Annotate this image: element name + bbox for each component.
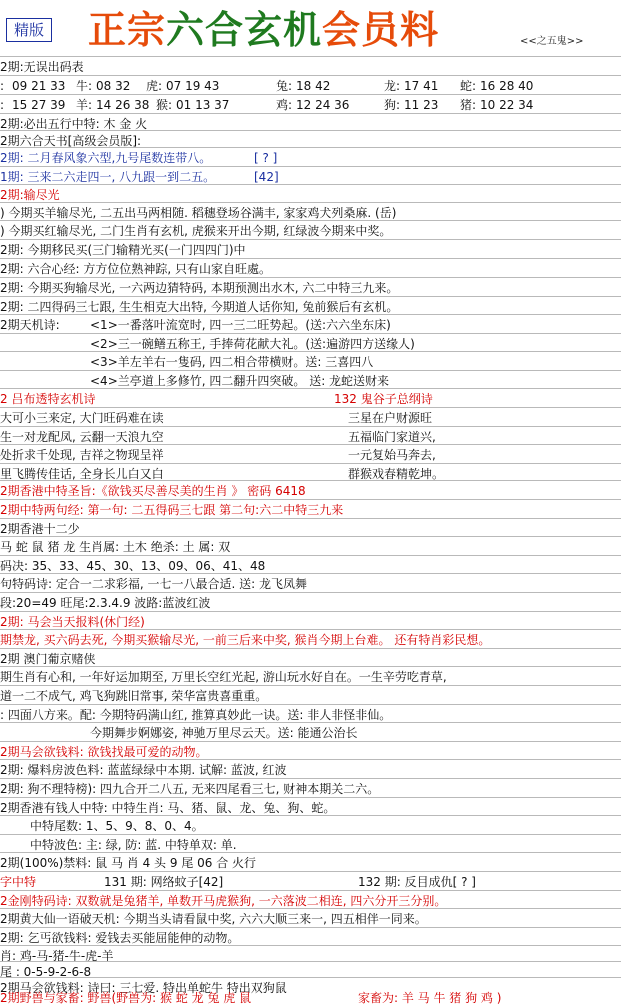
row-text: 三星在户财源旺	[348, 411, 433, 425]
text-row	[0, 630, 621, 650]
row-text: 期禁龙, 买六码去死, 今期买猴输尽光, 一前三后来中奖, 猴肖今期上台难。 还有特肖彩民想。	[0, 633, 491, 647]
text-row	[0, 221, 621, 241]
row-text: 蛇:	[460, 79, 477, 93]
row-text: <1>一番落叶流宽时, 四一三二旺势起。(送:六六坐东床)	[90, 318, 391, 332]
row-text: [42]	[254, 170, 279, 184]
row-text: 14 26 38	[96, 98, 150, 112]
row-text: [ ? ]	[254, 151, 278, 165]
row-text: 10 22 34	[480, 98, 534, 112]
row-text: 2期 澳门葡京赌侠	[0, 652, 96, 666]
row-text: 2期: 二月春风象六型,九号尾数连带八。	[0, 151, 212, 165]
text-row	[0, 667, 621, 687]
row-text: 18 42	[296, 79, 331, 93]
row-text: 马 蛇 鼠 猪 龙 生肖属: 土木 绝杀: 土 属: 双	[0, 540, 231, 554]
row-text: 尾 : 0-5-9-2-6-8	[0, 965, 92, 979]
row-text: :	[0, 79, 5, 93]
text-row	[0, 853, 621, 873]
text-row	[0, 816, 621, 836]
row-text: 羊:	[76, 98, 93, 112]
row-text: 2期:必出五行中特: 木 金 火	[0, 117, 148, 131]
text-row	[0, 481, 621, 501]
footer-left: 2期野兽与家畜: 野兽(野兽为: 猴 蛇 龙 兔 虎 鼠	[0, 991, 252, 1005]
row-text: 2期马会欲钱料: 欲钱找最可爱的动物。	[0, 745, 208, 759]
title-part: 玄机	[244, 7, 323, 52]
row-text: 2 吕布透特玄机诗	[0, 392, 96, 406]
row-text: 17 41	[404, 79, 439, 93]
row-text: 兔:	[276, 79, 293, 93]
row-text: <3>羊左羊右一隻码, 四二相合带横财。送: 三喜四八	[90, 355, 374, 369]
row-text: 牛:	[76, 79, 93, 93]
row-text: <4>兰亭道上多修竹, 四二翻升四突破。 送: 龙蛇送财来	[90, 374, 390, 388]
row-text: 2期(100%)禁料: 鼠 马 肖 4 头 9 尾 06 合 火行	[0, 856, 257, 870]
row-text: 猪:	[460, 98, 477, 112]
row-text: 今期舞步婀娜姿, 神驰万里尽云天。送: 能通公治长	[90, 726, 358, 740]
text-row	[0, 500, 621, 520]
title-part: 会员	[322, 7, 401, 52]
page-title	[88, 2, 439, 58]
row-text: 狗:	[384, 98, 401, 112]
row-text: 2期: 今期买狗输尽光, 一六两边猜特码, 本期预测出水木, 六二中特三九来。	[0, 281, 399, 295]
row-text: 16 28 40	[480, 79, 534, 93]
text-row	[0, 909, 621, 929]
row-text: 01 13 37	[176, 98, 230, 112]
row-text: 字中特	[0, 875, 37, 889]
row-text: 2期: 爆料房波色料: 蓝蓝绿绿中本期. 试解: 蓝波, 红波	[0, 763, 287, 777]
row-text: :	[0, 98, 5, 112]
text-row	[0, 240, 621, 260]
row-text: 生一对龙配凤, 云翻一天浪九空	[0, 430, 164, 444]
version-badge: 精版	[6, 18, 52, 42]
text-row	[0, 278, 621, 298]
row-text: 处折求千处现, 吉祥之物现呈祥	[0, 448, 164, 462]
row-text: 15 27 39	[12, 98, 66, 112]
text-row	[0, 352, 621, 372]
row-text: 群猴戏春精乾坤。	[348, 467, 445, 481]
row-text: 龙:	[384, 79, 401, 93]
row-text: 大可小三来定, 大门旺码难在读	[0, 411, 164, 425]
text-row	[0, 389, 621, 409]
text-row	[0, 686, 621, 706]
row-text: 2期: 二四得码三七跟, 生生相克大出特, 今期道人话你知, 兔前猴后有玄机。	[0, 300, 399, 314]
text-row	[0, 779, 621, 799]
row-text: 五福临门家道兴,	[348, 430, 436, 444]
text-row	[0, 537, 621, 557]
title-part: 料	[400, 7, 440, 52]
row-text: 2期香港有钱人中特: 中特生肖: 马、猪、鼠、龙、兔、狗、蛇。	[0, 801, 336, 815]
text-row	[0, 872, 621, 892]
row-text: 2期:无误出码表	[0, 60, 84, 74]
row-text: 码决: 35、33、45、30、13、09、06、41、48	[0, 559, 266, 573]
row-text: 08 32	[96, 79, 131, 93]
row-text: 2期: 六合心经: 方方位位熟神踪, 只有山家自旺處。	[0, 262, 271, 276]
row-text: 里飞腾传佳话, 全身长儿白又白	[0, 467, 164, 481]
text-row	[0, 760, 621, 780]
header	[0, 0, 621, 60]
row-text: 中特波色: 主: 绿, 防: 蓝. 中特单双: 单.	[30, 838, 237, 852]
row-text: 12 24 36	[296, 98, 350, 112]
text-row	[0, 593, 621, 613]
author-signature: <<之五鬼>>	[520, 36, 584, 47]
row-text: 鸡:	[276, 98, 293, 112]
row-text: 2期六合天书[高级会员版]:	[0, 134, 142, 148]
row-text: 2期黄大仙一语破天机: 今期当头请看鼠中奖, 六六大顺三来一, 四五相伴一同来。	[0, 912, 427, 926]
row-text: <2>三一碗鳝五称王, 手捧荷花献大礼。(送:遍游四方送缘人)	[90, 337, 415, 351]
row-text: 虎:	[146, 79, 163, 93]
row-text: 2期: 狗不理特榜): 四九合开二八五, 无来四尾看三七, 财神本期关二六。	[0, 782, 380, 796]
text-row	[0, 408, 621, 428]
row-text: 期生肖有心和, 一年好运加期至, 万里长空红光起, 游山玩水好自在。一生辛劳吃青草,	[0, 670, 447, 684]
row-text: 132 期: 反目成仇[ ? ]	[358, 875, 476, 889]
row-text: 句特码诗: 定合一二求彩福, 一七一八最合适. 送: 龙飞凤舞	[0, 577, 307, 591]
row-text: 132 鬼谷子总纲诗	[334, 392, 433, 406]
text-row	[0, 95, 621, 115]
row-text: 2期香港十二少	[0, 522, 80, 536]
row-text: 2期中特两句经: 第一句: 二五得码三七跟 第二句:六二中特三九来	[0, 503, 344, 517]
footer-row	[0, 988, 621, 1008]
row-text: 一元复始马奔去,	[348, 448, 436, 462]
row-text: 131 期: 网络蚊子[42]	[104, 875, 224, 889]
row-text: ) 今期买红输尽光, 二门生肖有玄机, 虎猴来开出今期, 红绿波今期来中奖。	[0, 224, 392, 238]
row-text: 段:20=49 旺尾:2.3.4.9 波路:蓝波红波	[0, 596, 211, 610]
text-row	[0, 76, 621, 96]
text-row	[0, 315, 621, 335]
row-text: 2期: 乞丐欲钱料: 爱钱去买能屈能伸的动物。	[0, 931, 240, 945]
row-text: 2期:输尽光	[0, 188, 60, 202]
row-text: 1期: 三来二六走四一, 八九跟一到二五。	[0, 170, 216, 184]
footer-right: 家畜为: 羊 马 牛 猪 狗 鸡 )	[358, 991, 502, 1005]
row-text: 07 19 43	[166, 79, 220, 93]
row-text: 2期香港中特圣旨:《欲钱买尽善尽美的生肖 》 密码 6418	[0, 484, 306, 498]
row-text: ) 今期买羊输尽光, 二五出马两相随. 稻穗登场谷满丰, 家家鸡犬列桑麻. (岳)	[0, 206, 397, 220]
row-text: 2期: 今期移民买(三门输精光买(一门四四门)中	[0, 243, 246, 257]
row-text: 2金刚特码诗: 双数就是兔猪羊, 单数开马虎猴狗, 一六落波二相连, 四六分开三分别。	[0, 894, 447, 908]
row-text: 道一二不成气, 鸡飞狗跳旧常事, 荣华富贵喜重重。	[0, 689, 268, 703]
text-row	[0, 574, 621, 594]
row-text: : 四面八方来。配: 今期特码满山红, 推算真妙此一诀。送: 非人非怪非仙。	[0, 708, 392, 722]
row-text: 肖: 鸡-马-猪-牛-虎-羊	[0, 949, 114, 963]
row-text: 中特尾数: 1、5、9、8、0、4。	[30, 819, 204, 833]
row-text: 11 23	[404, 98, 439, 112]
row-text: 2期马会欲钱料: 诗曰: 三七爱. 特出单蛇牛 特出双狗鼠	[0, 981, 287, 995]
text-row	[0, 259, 621, 279]
row-text: 09 21 33	[12, 79, 66, 93]
title-part: 正宗	[88, 7, 167, 52]
row-text: 2期: 马会当天报料(休门经)	[0, 615, 145, 629]
title-part: 六合	[166, 7, 245, 52]
text-row	[0, 723, 621, 743]
row-text: 猴:	[156, 98, 173, 112]
row-text: 2期天机诗:	[0, 318, 60, 332]
text-row	[0, 445, 621, 465]
text-row	[0, 148, 621, 168]
text-row	[0, 57, 621, 77]
